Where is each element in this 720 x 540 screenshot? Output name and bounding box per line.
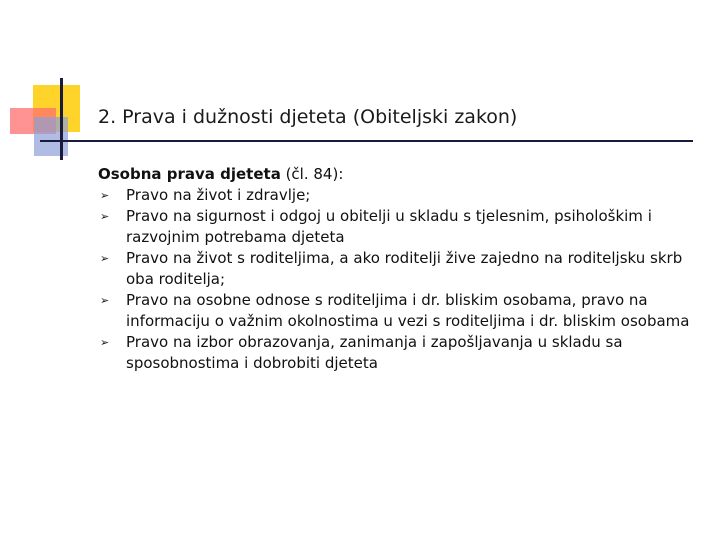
arrow-bullet-icon: ➢ <box>100 210 110 223</box>
arrow-bullet-icon: ➢ <box>100 252 110 265</box>
arrow-bullet-icon: ➢ <box>100 336 110 349</box>
list-item-text: Pravo na sigurnost i odgoj u obitelji u skladu s tjelesnim, psihološkim i razvojnim potrebama djeteta <box>126 207 652 246</box>
list-item <box>98 206 698 248</box>
list-item <box>98 185 698 206</box>
list-item <box>98 290 698 332</box>
list-item <box>98 248 698 290</box>
list-item-text: Pravo na život i zdravlje; <box>126 186 311 204</box>
list-item-text: Pravo na izbor obrazovanja, zanimanja i zapošljavanja u skladu sa sposobnostima i dobrobiti djeteta <box>126 333 623 372</box>
slide-title: 2. Prava i dužnosti djeteta (Obiteljski zakon) <box>98 106 518 128</box>
title-underline <box>40 140 693 142</box>
slide-body <box>98 164 698 374</box>
decor-vertical-rule <box>60 78 63 160</box>
section-heading <box>98 164 698 185</box>
section-heading-bold: Osobna prava djeteta <box>98 165 281 183</box>
list-item <box>98 332 698 374</box>
section-heading-rest: (čl. 84): <box>280 165 344 183</box>
arrow-bullet-icon: ➢ <box>100 294 110 307</box>
list-item-text: Pravo na osobne odnose s roditeljima i dr. bliskim osobama, pravo na informaciju o važnim okolnostima u vezi s roditeljima i dr. bliskim osobama <box>126 291 690 330</box>
arrow-bullet-icon: ➢ <box>100 189 110 202</box>
bullet-list <box>98 185 698 374</box>
list-item-text: Pravo na život s roditeljima, a ako roditelji žive zajedno na roditeljsku skrb oba roditelja; <box>126 249 683 288</box>
